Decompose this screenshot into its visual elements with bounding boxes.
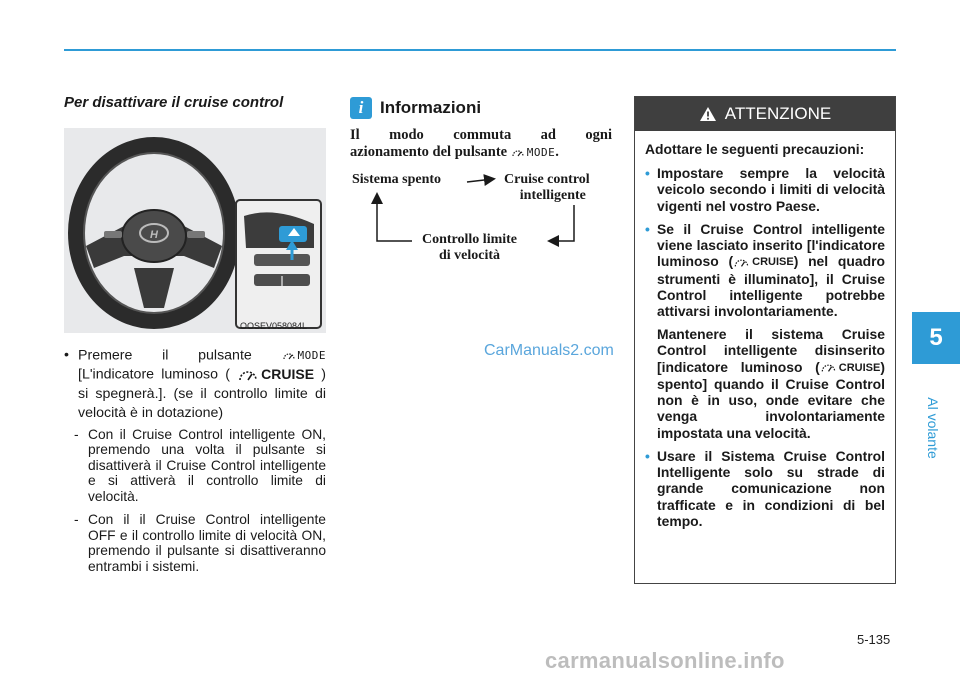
caution-item: • Impostare sempre la velocità veicolo secondo i limiti di velocità vigenti nel vostro Paese.	[645, 165, 885, 214]
svg-text:H: H	[150, 229, 158, 241]
warning-icon	[699, 106, 717, 122]
bullet-continuation: [L'indicatore luminoso ( CRUISE )	[78, 366, 326, 383]
caution-body: Adottare le seguenti precauzioni: • Impostare sempre la velocità veicolo secondo i limiti di velocità vigenti nel vostro Paese. • Se il Cruise Control intelligente viene lasciato inserito [l'indicatore luminoso ( CRUISE ) nel quadro strumenti è illuminato], il Cruise Control intelligente potrebbe attivarsi involontariamente. Mantenere il sistema Cruise Control intelligente disinserito [indicatore luminoso ( CRUISE ) spento] quando il Cruise Control non è in uso, onde evitare che venga involontariamente impostata una velocità. • Usare il Sistema Cruise Control Intelligente solo su strade di grande comunicazione non trafficate e in condizioni di bel tempo.	[635, 131, 895, 529]
bullet-item: • Premere il pulsante MODE	[64, 346, 326, 365]
sub-item: - Con il Cruise Control intelligente ON, premendo una volta il pulsante si disattiverà il Cruise Control intelligente e si attiverà il controllo limite di velocità.	[74, 426, 326, 504]
cruise-indicator-glyph: CRUISE	[733, 254, 794, 270]
sub-item: - Con il il Cruise Control intelligente OFF e il controllo limite di velocità ON, premendo il pulsante si disattiveranno entrambi i sistemi.	[74, 512, 326, 574]
cruise-indicator-icon	[237, 367, 259, 383]
caution-item-continuation: Mantenere il sistema Cruise Control intelligente disinserito [indicatore luminoso ( CRUISE ) spento] quando il Cruise Control non è in uso, onde evitare che venga involontariamente impostata una velocità.	[657, 326, 885, 441]
header-rule	[64, 49, 896, 51]
section-heading: Per disattivare il cruise control	[64, 94, 284, 111]
page-number: 5-135	[857, 632, 891, 647]
instructions	[64, 346, 326, 574]
caution-item: • Usare il Sistema Cruise Control Intelligente solo su strade di grande comunicazione non trafficate e in condizioni di bel tempo.	[645, 448, 885, 529]
cruise-indicator-icon	[820, 361, 837, 374]
footer-watermark: carmanualsonline.info	[545, 648, 785, 673]
state-system-off: Sistema spento	[352, 172, 442, 187]
photo-code: OOSEV058084L	[240, 321, 308, 331]
chapter-number: 5	[929, 324, 943, 351]
state-speed-limit: Controllo limite di velocità	[422, 232, 518, 263]
caution-header: ATTENZIONE	[635, 97, 895, 131]
cruise-mode-icon	[282, 350, 296, 361]
caution-box	[634, 96, 896, 584]
state-cruise: Cruise control intelligente	[504, 172, 590, 203]
cruise-indicator-glyph: CRUISE	[820, 360, 881, 376]
info-icon: i	[350, 97, 372, 119]
cruise-mode-icon	[511, 147, 525, 158]
watermark: CarManuals2.com	[484, 342, 614, 359]
caution-item: • Se il Cruise Control intelligente viene lasciato inserito [l'indicatore luminoso ( CRUISE ) nel quadro strumenti è illuminato], il Cruise Control intelligente potrebbe attivarsi involontariamente.	[645, 221, 885, 319]
mode-button-glyph: MODE	[511, 144, 556, 161]
chapter-label: Al volante	[925, 397, 941, 459]
chapter-tab[interactable]	[912, 312, 960, 364]
info-title: Informazioni	[380, 98, 482, 117]
cruise-indicator-glyph: CRUISE	[237, 365, 314, 384]
steering-wheel-photo	[64, 128, 326, 333]
bullet-text: si spegnerà.]. (se il controllo limite di velocità è in dotazione)	[78, 385, 326, 421]
info-text: Il modo commuta ad ogni azionamento del pulsante MODE .	[350, 127, 612, 160]
cruise-indicator-icon	[733, 256, 750, 269]
mode-button-glyph: MODE	[282, 346, 327, 365]
